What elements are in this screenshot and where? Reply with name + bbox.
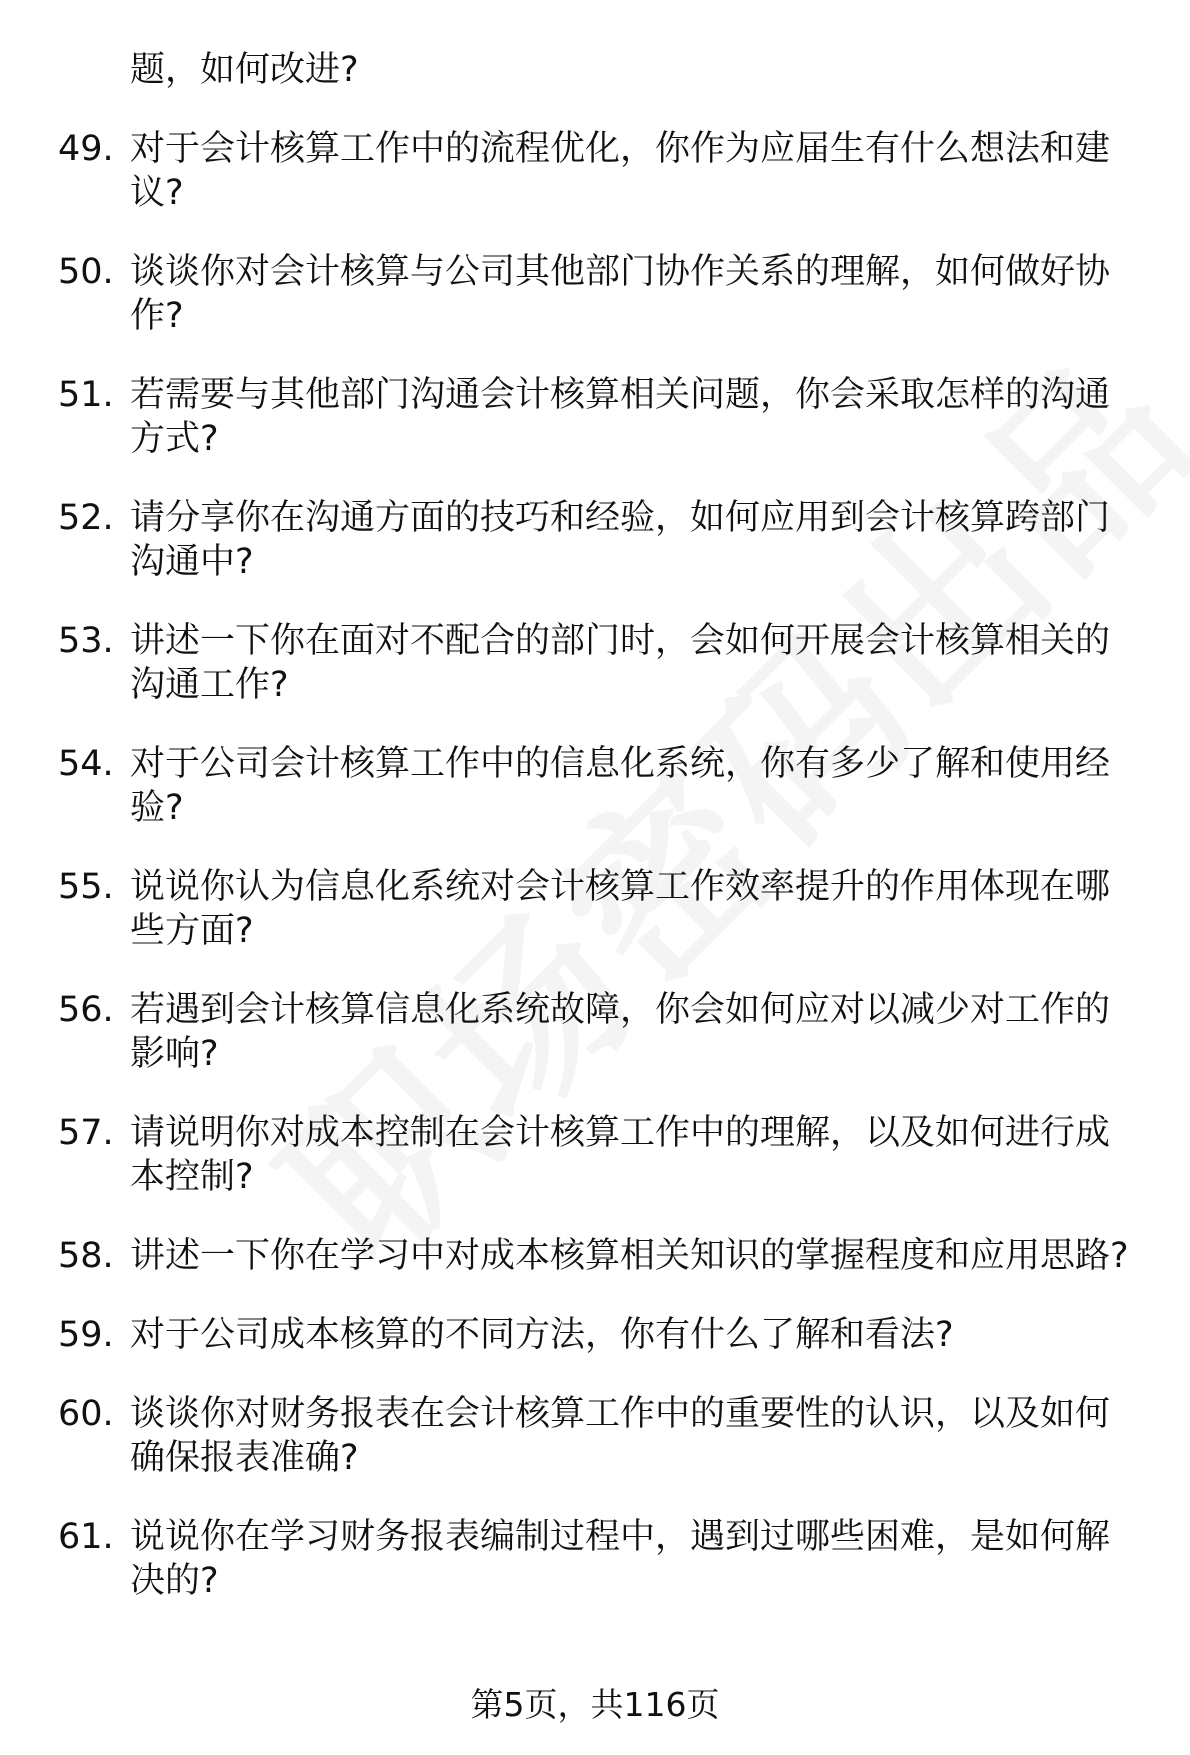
question-text: 题，如何改进?: [130, 50, 359, 90]
question-text: 对于公司成本核算的不同方法，你有什么了解和看法?: [130, 1315, 954, 1355]
question-number: 55.: [58, 867, 114, 907]
question-item: [0, 1515, 1140, 1603]
question-text: 说说你认为信息化系统对会计核算工作效率提升的作用体现在哪些方面?: [130, 867, 1111, 951]
question-number: 60.: [58, 1394, 114, 1434]
question-item: [0, 988, 1140, 1076]
question-number: 57.: [58, 1113, 114, 1153]
question-item: [0, 1392, 1140, 1480]
question-text: 说说你在学习财务报表编制过程中，遇到过哪些困难，是如何解决的?: [130, 1517, 1111, 1601]
question-item: [0, 373, 1140, 461]
question-item: [0, 496, 1140, 584]
question-item: [0, 1234, 1140, 1278]
question-text: 讲述一下你在面对不配合的部门时，会如何开展会计核算相关的沟通工作?: [130, 621, 1111, 705]
question-text: 若需要与其他部门沟通会计核算相关问题，你会采取怎样的沟通方式?: [130, 375, 1111, 459]
question-text: 请说明你对成本控制在会计核算工作中的理解，以及如何进行成本控制?: [130, 1113, 1111, 1197]
question-number: 51.: [58, 375, 114, 415]
question-text: 谈谈你对财务报表在会计核算工作中的重要性的认识，以及如何确保报表准确?: [130, 1394, 1111, 1478]
question-item: [0, 1313, 1140, 1357]
question-item: [0, 619, 1140, 707]
question-item: [0, 865, 1140, 953]
question-text: 对于会计核算工作中的流程优化，你作为应届生有什么想法和建议?: [130, 129, 1111, 213]
question-item: [0, 250, 1140, 338]
question-list: [0, 48, 1190, 1638]
question-item: [0, 1111, 1140, 1199]
page-number: 第5页，共116页: [470, 1685, 720, 1724]
question-number: 49.: [58, 129, 114, 169]
question-text: 对于公司会计核算工作中的信息化系统，你有多少了解和使用经验?: [130, 744, 1111, 828]
question-text: 若遇到会计核算信息化系统故障，你会如何应对以减少对工作的影响?: [130, 990, 1111, 1074]
question-text: 请分享你在沟通方面的技巧和经验，如何应用到会计核算跨部门沟通中?: [130, 498, 1111, 582]
question-number: 54.: [58, 744, 114, 784]
question-item: [0, 127, 1140, 215]
question-number: 56.: [58, 990, 114, 1030]
question-number: 58.: [58, 1236, 114, 1276]
question-number: 61.: [58, 1517, 114, 1557]
question-item: [0, 742, 1140, 830]
question-text: 讲述一下你在学习中对成本核算相关知识的掌握程度和应用思路?: [130, 1236, 1129, 1276]
question-number: 52.: [58, 498, 114, 538]
question-number: 59.: [58, 1315, 114, 1355]
question-number: 53.: [58, 621, 114, 661]
question-item: [0, 48, 1140, 92]
question-text: 谈谈你对会计核算与公司其他部门协作关系的理解，如何做好协作?: [130, 252, 1111, 336]
question-number: 50.: [58, 252, 114, 292]
